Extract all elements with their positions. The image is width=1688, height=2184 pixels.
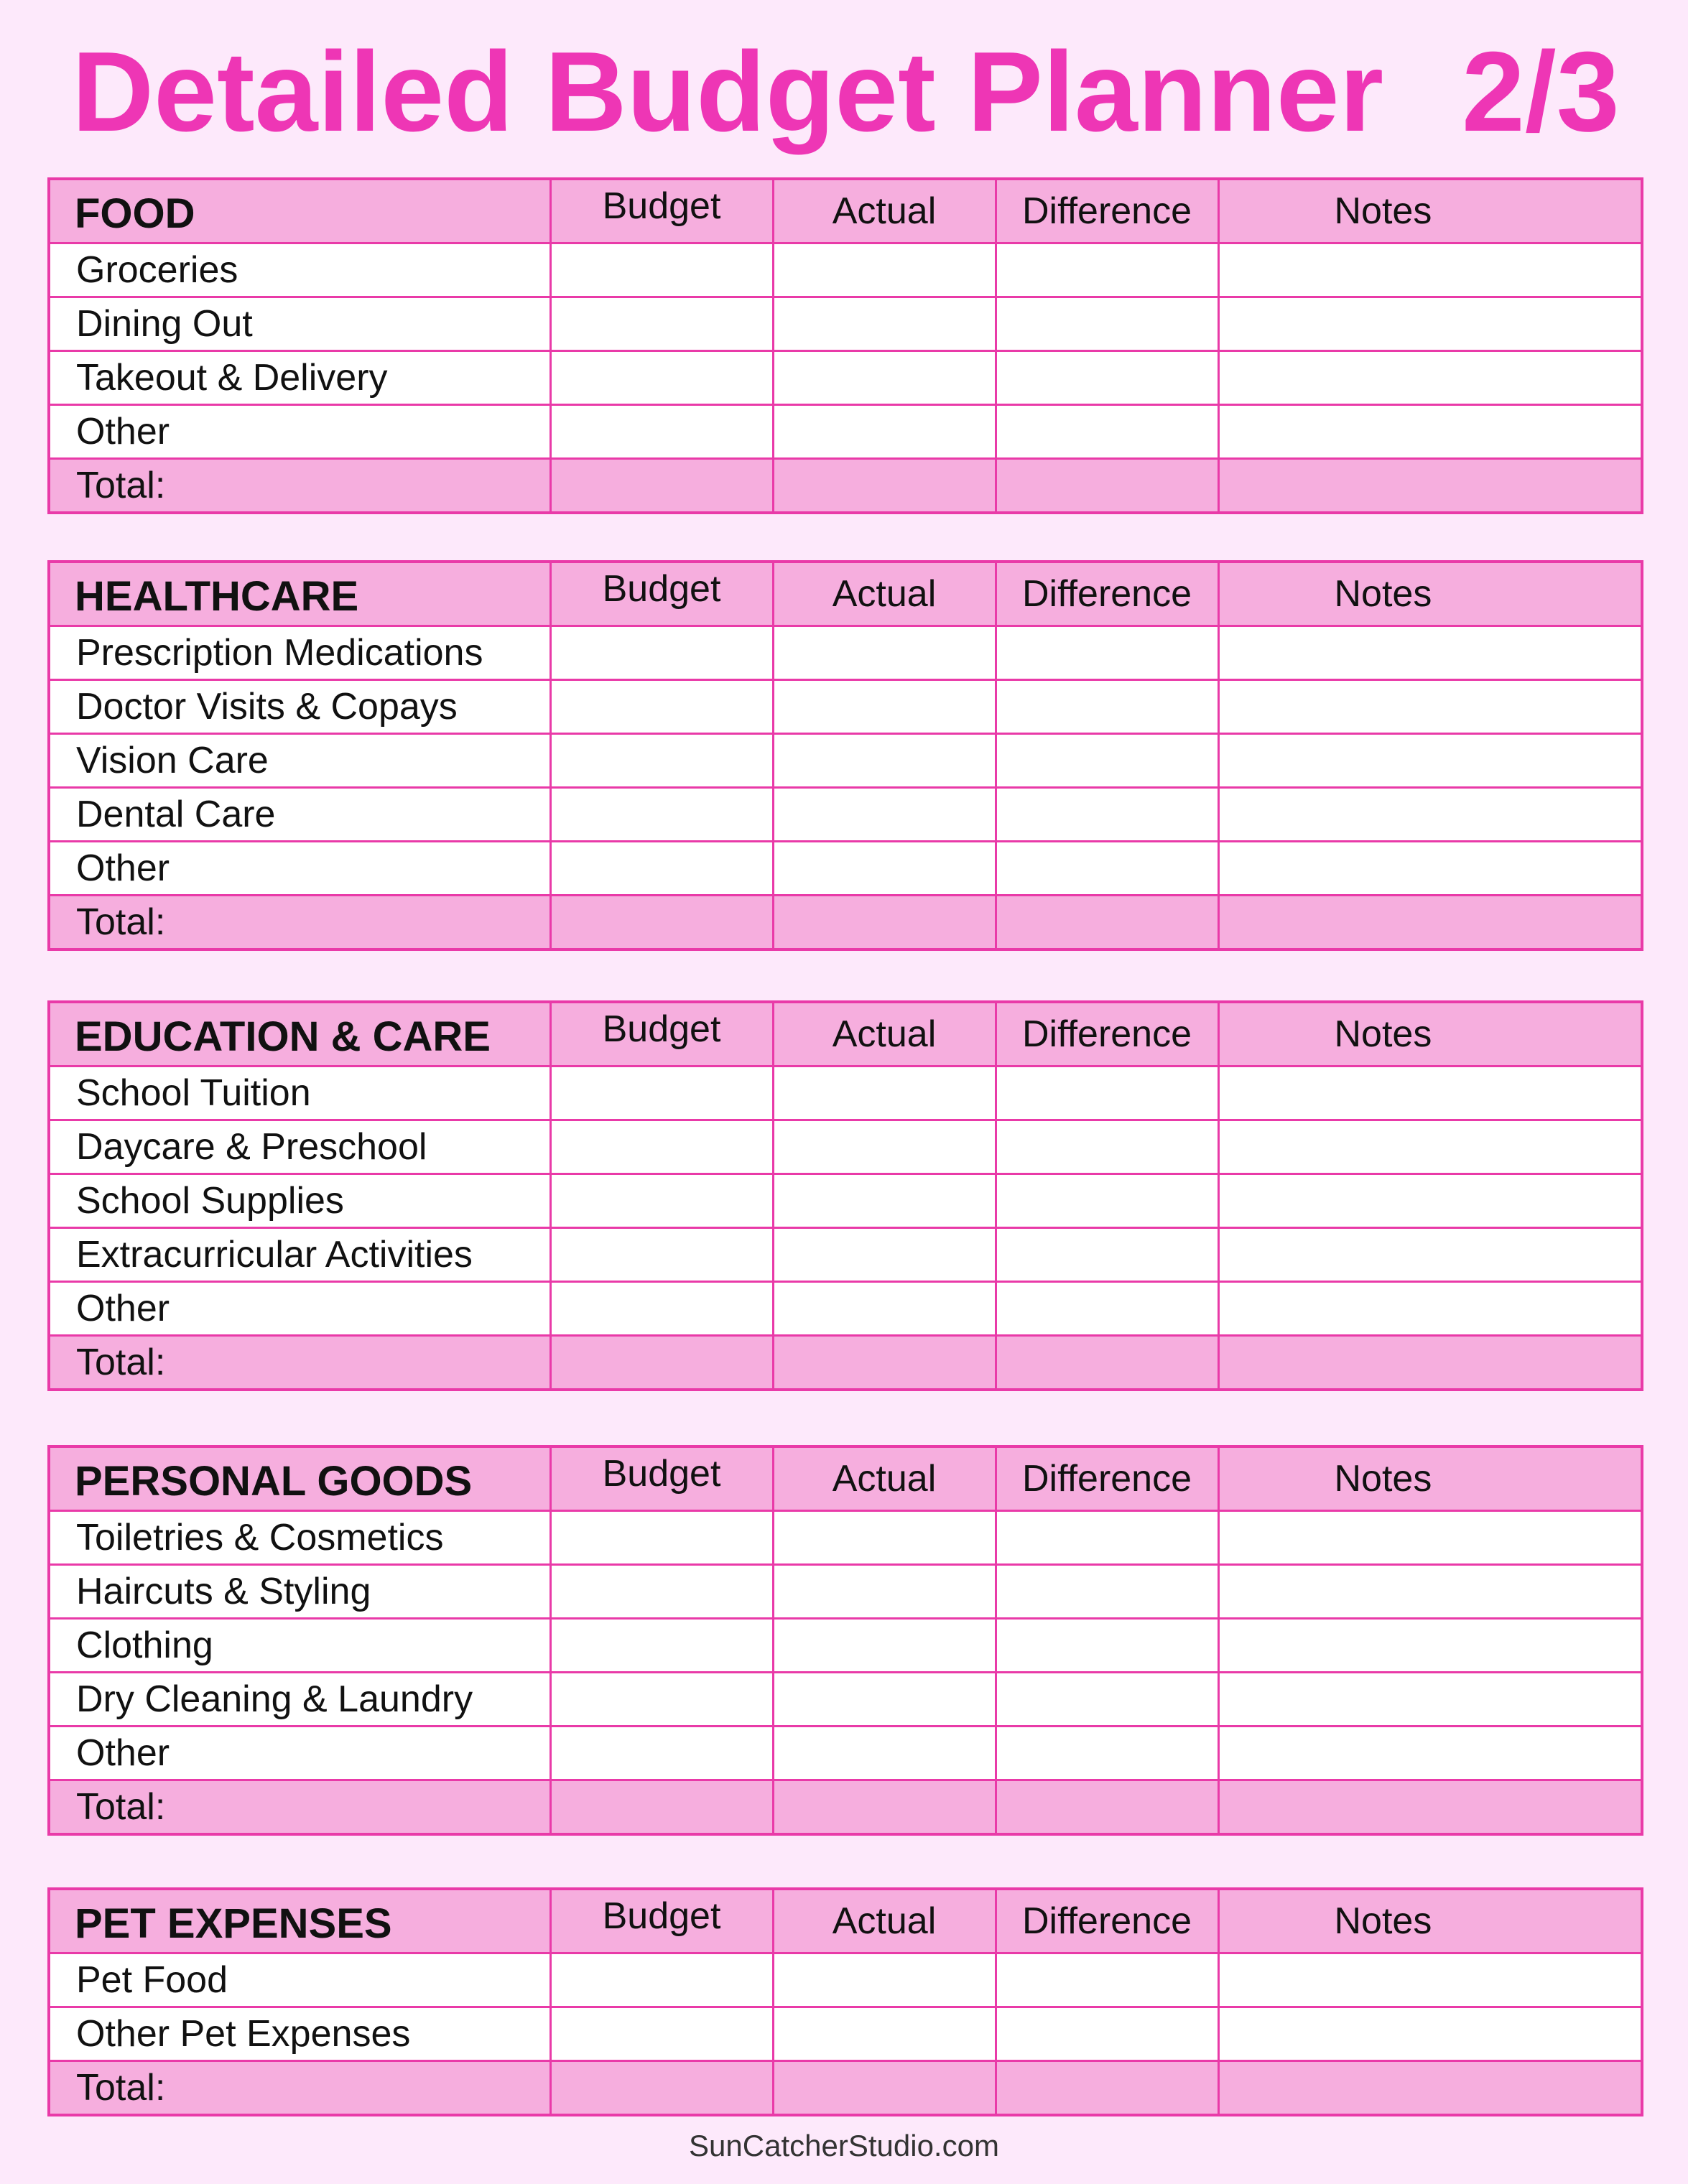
budget-cell[interactable]: [550, 1953, 773, 2007]
budget-cell[interactable]: [550, 2007, 773, 2061]
difference-cell[interactable]: [996, 1067, 1218, 1120]
row-label: Takeout & Delivery: [49, 351, 550, 405]
difference-cell[interactable]: [996, 1727, 1218, 1780]
column-header-actual: Actual: [773, 1889, 996, 1953]
notes-cell[interactable]: [1218, 1174, 1642, 1228]
total-label: Total:: [49, 1336, 550, 1390]
total-difference-cell[interactable]: [996, 1336, 1218, 1390]
total-actual-cell[interactable]: [773, 2061, 996, 2116]
section-header-row: [49, 179, 1642, 243]
title-text: Detailed Budget Planner: [72, 29, 1384, 155]
table-row: [49, 1282, 1642, 1336]
budget-cell[interactable]: [550, 1067, 773, 1120]
table-row: [49, 1673, 1642, 1727]
section-title: EDUCATION & CARE: [49, 1002, 550, 1067]
difference-cell[interactable]: [996, 842, 1218, 896]
total-budget-cell[interactable]: [550, 1780, 773, 1835]
section-title: PET EXPENSES: [49, 1889, 550, 1953]
budget-cell[interactable]: [550, 1565, 773, 1619]
actual-cell[interactable]: [773, 1565, 996, 1619]
table-row: [49, 1565, 1642, 1619]
actual-cell[interactable]: [773, 1619, 996, 1673]
actual-cell[interactable]: [773, 842, 996, 896]
column-header-actual: Actual: [773, 1002, 996, 1067]
section-header-row: [49, 1002, 1642, 1067]
notes-cell[interactable]: [1218, 626, 1642, 680]
section-title: PERSONAL GOODS: [49, 1446, 550, 1511]
notes-cell[interactable]: [1218, 1067, 1642, 1120]
table-row: [49, 243, 1642, 297]
table-row: [49, 1727, 1642, 1780]
row-label: Dry Cleaning & Laundry: [49, 1673, 550, 1727]
budget-cell[interactable]: [550, 734, 773, 788]
section-table-3: [47, 1445, 1643, 1836]
table-row: [49, 1511, 1642, 1565]
actual-cell[interactable]: [773, 1673, 996, 1727]
section-table-1: [47, 560, 1643, 951]
difference-cell[interactable]: [996, 1619, 1218, 1673]
row-label: Other Pet Expenses: [49, 2007, 550, 2061]
total-actual-cell[interactable]: [773, 896, 996, 950]
budget-cell[interactable]: [550, 1727, 773, 1780]
row-label: Toiletries & Cosmetics: [49, 1511, 550, 1565]
difference-cell[interactable]: [996, 1565, 1218, 1619]
table-row: [49, 297, 1642, 351]
total-notes-cell[interactable]: [1218, 896, 1642, 950]
budget-cell[interactable]: [550, 297, 773, 351]
row-label: Dining Out: [49, 297, 550, 351]
row-label: Clothing: [49, 1619, 550, 1673]
budget-cell[interactable]: [550, 405, 773, 459]
table-row: [49, 1120, 1642, 1174]
row-label: Dental Care: [49, 788, 550, 842]
row-label: Prescription Medications: [49, 626, 550, 680]
column-header-notes: Notes: [1218, 1002, 1642, 1067]
column-header-notes: Notes: [1218, 1889, 1642, 1953]
total-budget-cell[interactable]: [550, 1336, 773, 1390]
total-row: [49, 1780, 1642, 1835]
row-label: Haircuts & Styling: [49, 1565, 550, 1619]
budget-cell[interactable]: [550, 243, 773, 297]
total-actual-cell[interactable]: [773, 1336, 996, 1390]
notes-cell[interactable]: [1218, 1619, 1642, 1673]
difference-cell[interactable]: [996, 351, 1218, 405]
table-row: [49, 1953, 1642, 2007]
notes-cell[interactable]: [1218, 1565, 1642, 1619]
column-header-notes: Notes: [1218, 562, 1642, 626]
actual-cell[interactable]: [773, 243, 996, 297]
section-header-row: [49, 1446, 1642, 1511]
row-label: Other: [49, 842, 550, 896]
total-actual-cell[interactable]: [773, 1780, 996, 1835]
row-label: Other: [49, 405, 550, 459]
budget-cell[interactable]: [550, 1228, 773, 1282]
row-label: Daycare & Preschool: [49, 1120, 550, 1174]
section-table-4: [47, 1887, 1643, 2116]
column-header-difference: Difference: [996, 1446, 1218, 1511]
page-indicator: 2/3: [1462, 29, 1620, 155]
total-notes-cell[interactable]: [1218, 1336, 1642, 1390]
total-difference-cell[interactable]: [996, 1780, 1218, 1835]
total-notes-cell[interactable]: [1218, 1780, 1642, 1835]
total-row: [49, 1336, 1642, 1390]
actual-cell[interactable]: [773, 680, 996, 734]
difference-cell[interactable]: [996, 680, 1218, 734]
section-header-row: [49, 562, 1642, 626]
notes-cell[interactable]: [1218, 1120, 1642, 1174]
difference-cell[interactable]: [996, 734, 1218, 788]
notes-cell[interactable]: [1218, 297, 1642, 351]
column-header-budget: Budget: [550, 1889, 773, 1953]
difference-cell[interactable]: [996, 1953, 1218, 2007]
notes-cell[interactable]: [1218, 243, 1642, 297]
total-budget-cell[interactable]: [550, 459, 773, 514]
row-label: Pet Food: [49, 1953, 550, 2007]
budget-cell[interactable]: [550, 788, 773, 842]
column-header-budget: Budget: [550, 179, 773, 243]
actual-cell[interactable]: [773, 297, 996, 351]
section-title: FOOD: [49, 179, 550, 243]
row-label: Groceries: [49, 243, 550, 297]
column-header-notes: Notes: [1218, 179, 1642, 243]
actual-cell[interactable]: [773, 1120, 996, 1174]
actual-cell[interactable]: [773, 2007, 996, 2061]
notes-cell[interactable]: [1218, 405, 1642, 459]
table-row: [49, 1174, 1642, 1228]
actual-cell[interactable]: [773, 1067, 996, 1120]
budget-cell[interactable]: [550, 1282, 773, 1336]
column-header-actual: Actual: [773, 179, 996, 243]
budget-cell[interactable]: [550, 1619, 773, 1673]
total-difference-cell[interactable]: [996, 896, 1218, 950]
notes-cell[interactable]: [1218, 1282, 1642, 1336]
notes-cell[interactable]: [1218, 2007, 1642, 2061]
budget-cell[interactable]: [550, 1673, 773, 1727]
total-row: [49, 896, 1642, 950]
column-header-notes: Notes: [1218, 1446, 1642, 1511]
notes-cell[interactable]: [1218, 1953, 1642, 2007]
table-row: [49, 788, 1642, 842]
difference-cell[interactable]: [996, 788, 1218, 842]
difference-cell[interactable]: [996, 1511, 1218, 1565]
actual-cell[interactable]: [773, 351, 996, 405]
table-row: [49, 2007, 1642, 2061]
budget-cell[interactable]: [550, 1511, 773, 1565]
notes-cell[interactable]: [1218, 842, 1642, 896]
total-row: [49, 459, 1642, 514]
total-notes-cell[interactable]: [1218, 459, 1642, 514]
actual-cell[interactable]: [773, 1511, 996, 1565]
notes-cell[interactable]: [1218, 1673, 1642, 1727]
footer-site: SunCatcherStudio.com: [689, 2129, 999, 2162]
table-row: [49, 626, 1642, 680]
actual-cell[interactable]: [773, 1953, 996, 2007]
difference-cell[interactable]: [996, 2007, 1218, 2061]
table-row: [49, 734, 1642, 788]
table-row: [49, 1067, 1642, 1120]
table-row: [49, 842, 1642, 896]
column-header-difference: Difference: [996, 1889, 1218, 1953]
column-header-budget: Budget: [550, 1002, 773, 1067]
total-budget-cell[interactable]: [550, 2061, 773, 2116]
actual-cell[interactable]: [773, 788, 996, 842]
row-label: School Tuition: [49, 1067, 550, 1120]
difference-cell[interactable]: [996, 1174, 1218, 1228]
page-title: [72, 27, 1652, 157]
section-title: HEALTHCARE: [49, 562, 550, 626]
notes-cell[interactable]: [1218, 351, 1642, 405]
table-row: [49, 405, 1642, 459]
total-label: Total:: [49, 459, 550, 514]
section-header-row: [49, 1889, 1642, 1953]
total-difference-cell[interactable]: [996, 459, 1218, 514]
total-difference-cell[interactable]: [996, 2061, 1218, 2116]
budget-cell[interactable]: [550, 1174, 773, 1228]
total-actual-cell[interactable]: [773, 459, 996, 514]
row-label: Other: [49, 1282, 550, 1336]
actual-cell[interactable]: [773, 405, 996, 459]
total-budget-cell[interactable]: [550, 896, 773, 950]
notes-cell[interactable]: [1218, 788, 1642, 842]
column-header-difference: Difference: [996, 562, 1218, 626]
notes-cell[interactable]: [1218, 734, 1642, 788]
section-table-2: [47, 1000, 1643, 1391]
budget-cell[interactable]: [550, 842, 773, 896]
column-header-budget: Budget: [550, 1446, 773, 1511]
difference-cell[interactable]: [996, 626, 1218, 680]
total-label: Total:: [49, 896, 550, 950]
actual-cell[interactable]: [773, 1282, 996, 1336]
difference-cell[interactable]: [996, 243, 1218, 297]
difference-cell[interactable]: [996, 1228, 1218, 1282]
budget-cell[interactable]: [550, 1120, 773, 1174]
column-header-budget: Budget: [550, 562, 773, 626]
column-header-difference: Difference: [996, 179, 1218, 243]
budget-cell[interactable]: [550, 351, 773, 405]
actual-cell[interactable]: [773, 1228, 996, 1282]
actual-cell[interactable]: [773, 1174, 996, 1228]
notes-cell[interactable]: [1218, 1228, 1642, 1282]
table-row: [49, 351, 1642, 405]
table-row: [49, 1619, 1642, 1673]
total-notes-cell[interactable]: [1218, 2061, 1642, 2116]
notes-cell[interactable]: [1218, 680, 1642, 734]
budget-cell[interactable]: [550, 680, 773, 734]
table-row: [49, 1228, 1642, 1282]
total-label: Total:: [49, 1780, 550, 1835]
budget-cell[interactable]: [550, 626, 773, 680]
row-label: Vision Care: [49, 734, 550, 788]
difference-cell[interactable]: [996, 297, 1218, 351]
difference-cell[interactable]: [996, 1282, 1218, 1336]
column-header-actual: Actual: [773, 1446, 996, 1511]
row-label: School Supplies: [49, 1174, 550, 1228]
difference-cell[interactable]: [996, 1120, 1218, 1174]
notes-cell[interactable]: [1218, 1511, 1642, 1565]
row-label: Extracurricular Activities: [49, 1228, 550, 1282]
actual-cell[interactable]: [773, 734, 996, 788]
difference-cell[interactable]: [996, 405, 1218, 459]
difference-cell[interactable]: [996, 1673, 1218, 1727]
row-label: Doctor Visits & Copays: [49, 680, 550, 734]
column-header-difference: Difference: [996, 1002, 1218, 1067]
actual-cell[interactable]: [773, 1727, 996, 1780]
total-label: Total:: [49, 2061, 550, 2116]
table-row: [49, 680, 1642, 734]
total-row: [49, 2061, 1642, 2116]
row-label: Other: [49, 1727, 550, 1780]
actual-cell[interactable]: [773, 626, 996, 680]
section-table-0: [47, 177, 1643, 514]
column-header-actual: Actual: [773, 562, 996, 626]
notes-cell[interactable]: [1218, 1727, 1642, 1780]
